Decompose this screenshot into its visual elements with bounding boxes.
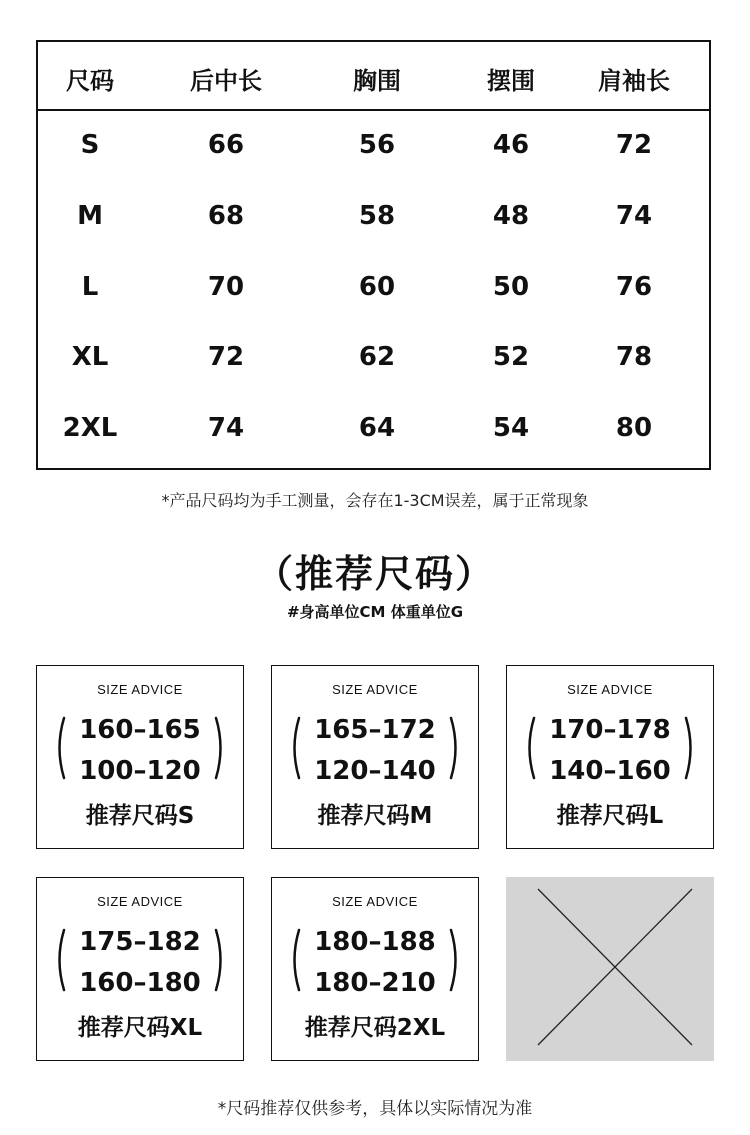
size-advice-card — [36, 665, 244, 849]
weight-range: 180–210 — [314, 968, 436, 998]
height-range: 170–178 — [549, 715, 671, 745]
size-table — [36, 40, 711, 470]
weight-range: 140–160 — [549, 756, 671, 786]
right-paren-icon — [213, 716, 227, 780]
recommend-title: （推荐尺码） — [254, 552, 495, 596]
header-back-length: 后中长 — [190, 67, 262, 95]
sleeve-length-cell: 72 — [615, 130, 653, 160]
back-length-cell: 72 — [207, 342, 245, 372]
back-length-cell: 74 — [207, 413, 245, 443]
size-advice-card — [36, 877, 244, 1061]
header-size: 尺码 — [66, 67, 114, 95]
hem-cell: 50 — [492, 272, 530, 302]
table-row — [38, 413, 709, 453]
header-hem: 摆围 — [487, 67, 535, 95]
size-cell: S — [80, 130, 100, 160]
measurement-note: *产品尺码均为手工测量，会存在1-3CM误差，属于正常现象 — [161, 491, 589, 510]
header-chest: 胸围 — [353, 67, 401, 95]
recommend-subtitle: #身高单位CM 体重单位G — [286, 603, 464, 621]
sleeve-length-cell: 80 — [615, 413, 653, 443]
sleeve-length-cell: 76 — [615, 272, 653, 302]
hem-cell: 48 — [492, 201, 530, 231]
card-label: SIZE ADVICE — [97, 894, 183, 909]
sleeve-length-cell: 74 — [615, 201, 653, 231]
size-advice-card — [506, 665, 714, 849]
empty-placeholder-card — [506, 877, 714, 1061]
weight-range: 120–140 — [314, 756, 436, 786]
size-cell: L — [81, 272, 99, 302]
recommended-size: 推荐尺码2XL — [304, 1015, 446, 1041]
card-label: SIZE ADVICE — [97, 682, 183, 697]
chest-cell: 58 — [358, 201, 396, 231]
hem-cell: 52 — [492, 342, 530, 372]
table-row — [38, 130, 709, 170]
right-paren-icon — [213, 928, 227, 992]
back-length-cell: 66 — [207, 130, 245, 160]
card-label: SIZE ADVICE — [567, 682, 653, 697]
table-row — [38, 342, 709, 382]
right-paren-icon — [448, 928, 462, 992]
hem-cell: 54 — [492, 413, 530, 443]
right-paren-icon — [448, 716, 462, 780]
chest-cell: 62 — [358, 342, 396, 372]
cross-icon — [506, 877, 714, 1061]
chest-cell: 60 — [358, 272, 396, 302]
height-range: 175–182 — [79, 927, 201, 957]
size-cell: XL — [71, 342, 109, 372]
card-label: SIZE ADVICE — [332, 894, 418, 909]
card-label: SIZE ADVICE — [332, 682, 418, 697]
size-advice-card — [271, 665, 479, 849]
height-range: 165–172 — [314, 715, 436, 745]
recommended-size: 推荐尺码S — [85, 803, 195, 829]
height-range: 160–165 — [79, 715, 201, 745]
size-cell: 2XL — [62, 413, 118, 443]
header-sleeve-length: 肩袖长 — [598, 67, 670, 95]
recommended-size: 推荐尺码L — [556, 803, 664, 829]
reference-note: *尺码推荐仅供参考，具体以实际情况为准 — [217, 1099, 533, 1119]
back-length-cell: 68 — [207, 201, 245, 231]
right-paren-icon — [683, 716, 697, 780]
chest-cell: 56 — [358, 130, 396, 160]
weight-range: 160–180 — [79, 968, 201, 998]
back-length-cell: 70 — [207, 272, 245, 302]
recommended-size: 推荐尺码XL — [77, 1015, 203, 1041]
weight-range: 100–120 — [79, 756, 201, 786]
size-cell: M — [77, 201, 103, 231]
chest-cell: 64 — [358, 413, 396, 443]
size-advice-card — [271, 877, 479, 1061]
table-row — [38, 201, 709, 241]
table-row — [38, 272, 709, 312]
table-header — [38, 42, 709, 111]
hem-cell: 46 — [492, 130, 530, 160]
recommended-size: 推荐尺码M — [317, 803, 433, 829]
sleeve-length-cell: 78 — [615, 342, 653, 372]
height-range: 180–188 — [314, 927, 436, 957]
